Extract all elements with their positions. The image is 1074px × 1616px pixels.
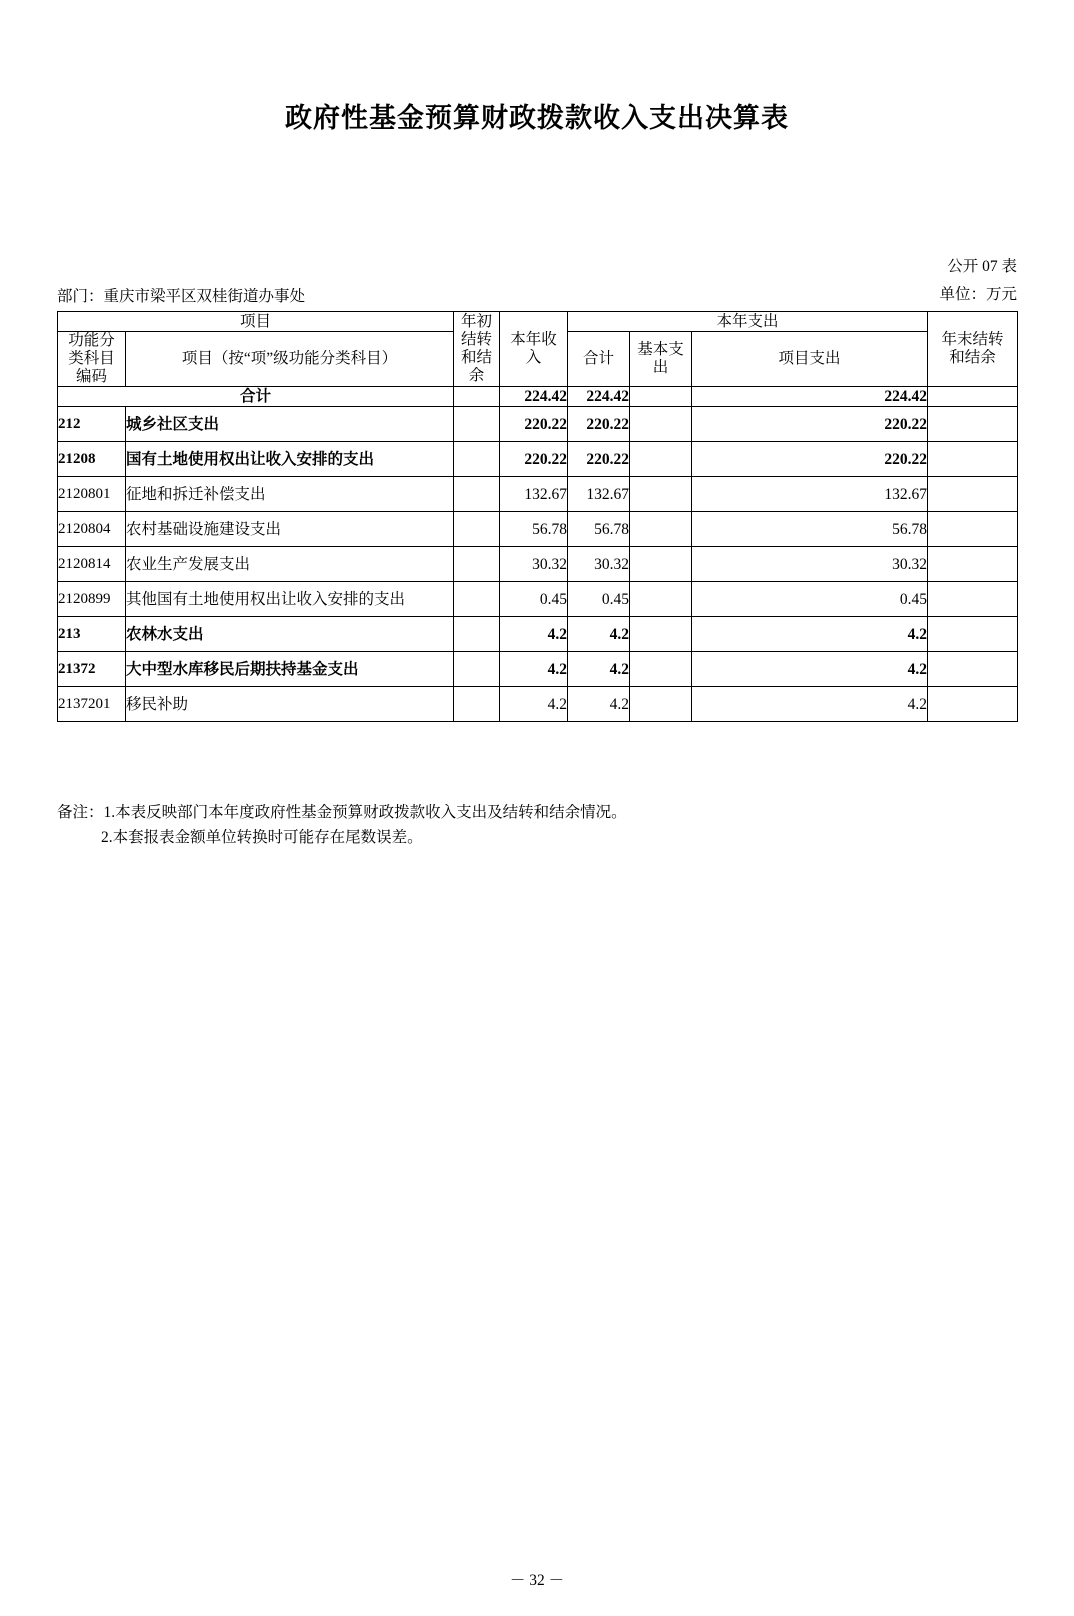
page bbox=[0, 96, 1074, 1616]
row-code: 213 bbox=[58, 617, 126, 652]
row-income: 224.42 bbox=[500, 386, 568, 406]
row-begin-balance bbox=[454, 477, 500, 512]
sheet-number: 公开 07 表 bbox=[947, 258, 1017, 275]
row-code: 21372 bbox=[58, 652, 126, 687]
row-project: 30.32 bbox=[692, 547, 928, 582]
row-project: 56.78 bbox=[692, 512, 928, 547]
row-begin-balance bbox=[454, 687, 500, 722]
row-sum: 4.2 bbox=[568, 652, 630, 687]
row-begin-balance bbox=[454, 442, 500, 477]
note-2: 2.本套报表金额单位转换时可能存在尾数误差。 bbox=[101, 828, 423, 846]
row-basic bbox=[630, 386, 692, 406]
header-income: 本年收 入 bbox=[500, 312, 568, 387]
row-code: 2120801 bbox=[58, 477, 126, 512]
row-project: 4.2 bbox=[692, 652, 928, 687]
row-end-balance bbox=[928, 617, 1018, 652]
row-end-balance bbox=[928, 442, 1018, 477]
row-name: 国有土地使用权出让收入安排的支出 bbox=[126, 442, 454, 477]
header-name: 项目（按“项”级功能分类科目） bbox=[126, 332, 454, 386]
table-row bbox=[58, 477, 1018, 512]
row-end-balance bbox=[928, 512, 1018, 547]
row-project: 0.45 bbox=[692, 582, 928, 617]
row-project: 132.67 bbox=[692, 477, 928, 512]
notes-label: 备注： bbox=[57, 804, 104, 821]
header-end-balance: 年末结转 和结余 bbox=[928, 312, 1018, 387]
row-sum: 0.45 bbox=[568, 582, 630, 617]
row-end-balance bbox=[928, 582, 1018, 617]
row-name: 征地和拆迁补偿支出 bbox=[126, 477, 454, 512]
table-row bbox=[58, 582, 1018, 617]
row-begin-balance bbox=[454, 407, 500, 442]
table-row bbox=[58, 687, 1018, 722]
row-end-balance bbox=[928, 386, 1018, 406]
row-sum: 132.67 bbox=[568, 477, 630, 512]
note-1: 1.本表反映部门本年度政府性基金预算财政拨款收入支出及结转和结余情况。 bbox=[103, 804, 627, 821]
budget-table bbox=[57, 311, 1018, 722]
row-income: 0.45 bbox=[500, 582, 568, 617]
unit-label: 单位： bbox=[939, 286, 986, 303]
row-end-balance bbox=[928, 547, 1018, 582]
row-project: 220.22 bbox=[692, 407, 928, 442]
row-income: 30.32 bbox=[500, 547, 568, 582]
row-income: 220.22 bbox=[500, 442, 568, 477]
header-project-group: 项目 bbox=[58, 312, 454, 332]
table-row bbox=[58, 652, 1018, 687]
unit-line bbox=[939, 282, 1017, 304]
page-title: 政府性基金预算财政拨款收入支出决算表 bbox=[285, 103, 789, 133]
row-income: 132.67 bbox=[500, 477, 568, 512]
row-code: 2120804 bbox=[58, 512, 126, 547]
header-begin-balance: 年初 结转 和结 余 bbox=[454, 312, 500, 387]
row-code: 212 bbox=[58, 407, 126, 442]
row-begin-balance bbox=[454, 547, 500, 582]
row-basic bbox=[630, 582, 692, 617]
table-body bbox=[58, 386, 1018, 721]
row-name: 农业生产发展支出 bbox=[126, 547, 454, 582]
table-row bbox=[58, 512, 1018, 547]
header-basic-expense: 基本支 出 bbox=[630, 332, 692, 386]
row-end-balance bbox=[928, 477, 1018, 512]
row-income: 4.2 bbox=[500, 652, 568, 687]
unit-value: 万元 bbox=[985, 286, 1017, 303]
row-basic bbox=[630, 617, 692, 652]
table-header-row-1 bbox=[58, 312, 1018, 332]
table-row bbox=[58, 386, 1018, 406]
header-year-expense: 本年支出 bbox=[568, 312, 928, 332]
row-begin-balance bbox=[454, 652, 500, 687]
row-name: 其他国有土地使用权出让收入安排的支出 bbox=[126, 582, 454, 617]
row-name: 城乡社区支出 bbox=[126, 407, 454, 442]
row-project: 4.2 bbox=[692, 617, 928, 652]
row-basic bbox=[630, 547, 692, 582]
row-sum: 220.22 bbox=[568, 442, 630, 477]
notes-block bbox=[57, 801, 627, 851]
row-sum: 224.42 bbox=[568, 386, 630, 406]
row-name: 移民补助 bbox=[126, 687, 454, 722]
row-begin-balance bbox=[454, 617, 500, 652]
row-sum: 220.22 bbox=[568, 407, 630, 442]
header-code: 功能分 类科目 编码 bbox=[58, 332, 126, 386]
row-sum: 30.32 bbox=[568, 547, 630, 582]
row-sum: 4.2 bbox=[568, 617, 630, 652]
row-basic bbox=[630, 477, 692, 512]
row-sum: 4.2 bbox=[568, 687, 630, 722]
row-begin-balance bbox=[454, 512, 500, 547]
row-begin-balance bbox=[454, 386, 500, 406]
department-label: 部门： bbox=[57, 288, 104, 305]
row-project: 224.42 bbox=[692, 386, 928, 406]
header-project-expense: 项目支出 bbox=[692, 332, 928, 386]
row-code: 2120814 bbox=[58, 547, 126, 582]
row-code: 2120899 bbox=[58, 582, 126, 617]
row-basic bbox=[630, 512, 692, 547]
note-line-1 bbox=[57, 801, 627, 826]
row-basic bbox=[630, 652, 692, 687]
table-row bbox=[58, 617, 1018, 652]
row-basic bbox=[630, 687, 692, 722]
row-end-balance bbox=[928, 652, 1018, 687]
row-name: 农林水支出 bbox=[126, 617, 454, 652]
row-total-label: 合计 bbox=[58, 386, 454, 406]
table-row bbox=[58, 547, 1018, 582]
department-line bbox=[57, 284, 305, 306]
page-number: － 32 － bbox=[509, 1572, 565, 1589]
header-sum: 合计 bbox=[568, 332, 630, 386]
row-code: 2137201 bbox=[58, 687, 126, 722]
row-income: 4.2 bbox=[500, 687, 568, 722]
row-name: 农村基础设施建设支出 bbox=[126, 512, 454, 547]
row-income: 220.22 bbox=[500, 407, 568, 442]
department-value: 重庆市梁平区双桂街道办事处 bbox=[103, 288, 306, 305]
note-line-2 bbox=[57, 826, 627, 851]
row-income: 4.2 bbox=[500, 617, 568, 652]
table-row bbox=[58, 442, 1018, 477]
row-code: 21208 bbox=[58, 442, 126, 477]
row-end-balance bbox=[928, 687, 1018, 722]
row-project: 4.2 bbox=[692, 687, 928, 722]
row-end-balance bbox=[928, 407, 1018, 442]
row-basic bbox=[630, 442, 692, 477]
row-begin-balance bbox=[454, 582, 500, 617]
row-basic bbox=[630, 407, 692, 442]
table-row bbox=[58, 407, 1018, 442]
row-sum: 56.78 bbox=[568, 512, 630, 547]
row-income: 56.78 bbox=[500, 512, 568, 547]
row-project: 220.22 bbox=[692, 442, 928, 477]
row-name: 大中型水库移民后期扶持基金支出 bbox=[126, 652, 454, 687]
